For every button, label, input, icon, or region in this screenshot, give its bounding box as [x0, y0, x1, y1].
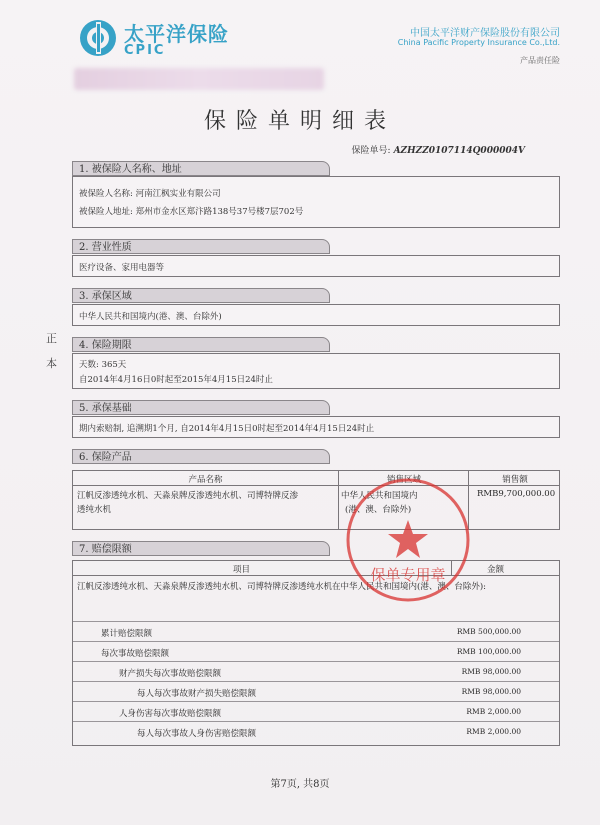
product-region-line2: (港、澳、台除外)	[345, 505, 412, 515]
section-4-header: 4. 保险期限	[72, 337, 330, 352]
limits-header-row	[73, 561, 559, 576]
business-nature: 医疗设备、家用电器等	[79, 263, 165, 273]
limit-name: 每人每次事故财产损失赔偿限额	[137, 689, 257, 699]
product-name-line2: 透纯水机	[77, 505, 112, 515]
section-1-box	[72, 176, 560, 228]
limit-value: RMB 500,000.00	[456, 627, 521, 636]
table-row	[73, 661, 559, 682]
seal-text: 保单专用章	[370, 566, 446, 584]
section-3-header: 3. 承保区域	[72, 288, 330, 303]
official-seal-icon	[338, 470, 478, 610]
company-name-en: China Pacific Property Insurance Co.,Ltd.	[397, 38, 560, 47]
section-5-header: 5. 承保基础	[72, 400, 330, 415]
section-1-header: 1. 被保险人名称、地址	[72, 161, 330, 176]
limit-name: 财产损失每次事故赔偿限额	[119, 669, 222, 679]
coverage-basis: 期内索赔制, 追溯期1个月, 自2014年4月15日0时起至2014年4月15日24时止	[79, 424, 375, 434]
table-row	[73, 621, 559, 642]
product-type: 产品责任险	[520, 56, 560, 65]
section-3-box	[72, 304, 560, 326]
side-mark-ben: 本	[46, 357, 57, 370]
side-mark-zheng: 正	[46, 332, 57, 345]
insured-name: 被保险人名称: 河南江枫实业有限公司	[79, 189, 221, 199]
insured-address: 被保险人地址: 郑州市金水区郑汴路138号37号楼7层702号	[79, 207, 304, 217]
section-2-box	[72, 255, 560, 277]
limits-header-amount: 金额	[487, 565, 505, 575]
section-4-box	[72, 353, 560, 389]
document-title: 保险单明细表	[203, 109, 396, 134]
coverage-area: 中华人民共和国境内(港、澳、台除外)	[79, 312, 222, 322]
table-row	[73, 681, 559, 702]
products-header-region: 销售区域	[386, 475, 421, 485]
section-2-header: 2. 营业性质	[72, 239, 330, 254]
products-header-amount: 销售额	[502, 475, 528, 485]
limits-intro: 江帆反渗透纯水机、天淼泉牌反渗透纯水机、司博特牌反渗透纯水机在中华人民共和国境内(港、澳、台除外):	[77, 582, 487, 592]
page-footer: 第7页, 共8页	[270, 779, 330, 790]
header-row-divider	[73, 485, 559, 486]
products-header-name: 产品名称	[188, 475, 223, 485]
table-row	[73, 701, 559, 722]
policy-number-label: 保险单号:	[351, 146, 391, 156]
limit-value: RMB 2,000.00	[466, 727, 521, 736]
limit-value: RMB 98,000.00	[461, 687, 521, 696]
period-days: 天数: 365天	[79, 360, 127, 370]
limit-name: 累计赔偿限额	[101, 629, 153, 639]
brand-name-en: CPIC	[124, 43, 166, 58]
limit-value: RMB 2,000.00	[466, 707, 521, 716]
limits-table	[72, 560, 560, 746]
section-6-header: 6. 保险产品	[72, 449, 330, 464]
limit-value: RMB 98,000.00	[461, 667, 521, 676]
product-amount: RMB9,700,000.00	[477, 489, 556, 499]
brand-name-cn: 太平洋保险	[124, 22, 229, 46]
product-region-line1: 中华人民共和国境内	[341, 491, 418, 501]
table-row	[73, 641, 559, 662]
company-name-cn: 中国太平洋财产保险股份有限公司	[410, 28, 560, 39]
cpic-logo-icon	[78, 18, 118, 58]
limit-name: 人身伤害每次事故赔偿限额	[119, 709, 222, 719]
product-name-line1: 江帆反渗透纯水机、天淼泉牌反渗透纯水机、司博特牌反渗	[77, 491, 299, 501]
limit-name: 每人每次事故人身伤害赔偿限额	[137, 729, 257, 739]
limit-value: RMB 100,000.00	[456, 647, 521, 656]
period-range: 自2014年4月16日0时起至2015年4月15日24时止	[79, 375, 273, 385]
table-row	[73, 721, 559, 742]
redacted-bar	[74, 68, 324, 90]
section-7-header: 7. 赔偿限额	[72, 541, 330, 556]
limits-header-item: 项目	[233, 565, 251, 575]
section-5-box	[72, 416, 560, 438]
limit-name: 每次事故赔偿限额	[101, 649, 170, 659]
policy-number-value: AZHZZ0107114Q000004V	[393, 146, 525, 156]
policy-number	[352, 143, 525, 156]
products-table	[72, 470, 560, 530]
